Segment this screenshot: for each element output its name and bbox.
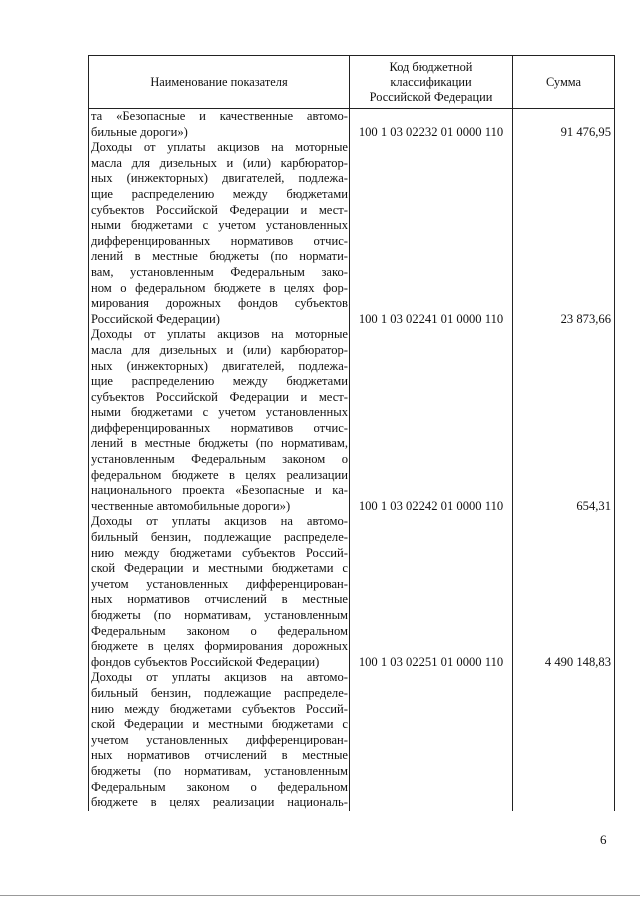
indicator-name-line: фондов субъектов Российской Федерации) — [91, 654, 320, 669]
header-code-line: классификации — [390, 74, 472, 89]
indicator-name-line: Доходы от уплаты акцизов на автомо- — [91, 670, 348, 685]
table-row — [89, 514, 615, 670]
indicator-name-line: бильные дороги») — [91, 124, 188, 139]
budget-code: 100 1 03 02232 01 0000 110 — [350, 109, 513, 141]
budget-code: 100 1 03 02241 01 0000 110 — [350, 140, 513, 327]
indicator-name-line: ном о федеральном бюджете в целях фор- — [91, 280, 348, 295]
table-row — [89, 670, 615, 810]
indicator-name-line: бюджеты (по нормативам, установленным — [91, 763, 348, 778]
indicator-name-line: масла для дизельных и (или) карбюратор- — [91, 342, 348, 357]
header-code — [350, 56, 513, 109]
table-row — [89, 109, 615, 141]
indicator-name-line: Доходы от уплаты акцизов на моторные — [91, 140, 348, 155]
indicator-name-line: щие распределению между бюджетами — [91, 186, 348, 201]
indicator-name-line: нию между бюджетами субъектов Россий- — [91, 545, 348, 560]
indicator-name — [89, 140, 350, 327]
indicator-name-line: национального проекта «Безопасные и ка- — [91, 483, 348, 498]
indicator-name-line: установленным Федеральным законом о — [91, 452, 348, 467]
header-code-line: Код бюджетной — [389, 59, 473, 74]
indicator-name-line: субъектов Российской Федерации и мест- — [91, 389, 348, 404]
amount: 654,31 — [513, 327, 615, 514]
table-header-row — [89, 56, 615, 109]
indicator-name-line: бюджете в целях формирования дорожных — [91, 639, 348, 654]
page-edge-line — [0, 895, 640, 896]
indicator-name-line: субъектов Российской Федерации и мест- — [91, 202, 348, 217]
indicator-name — [89, 109, 350, 141]
indicator-name-line: щие распределению между бюджетами — [91, 374, 348, 389]
indicator-name-line: ных нормативов отчислений в местные — [91, 592, 348, 607]
indicator-name — [89, 514, 350, 670]
header-code-line: Российской Федерации — [369, 89, 493, 104]
indicator-name-line: лений в местные бюджеты (по нормативам, — [91, 436, 348, 451]
indicator-name-line: ными бюджетами с учетом установленных — [91, 405, 348, 420]
indicator-name-line: чественные автомобильные дороги») — [91, 498, 291, 513]
indicator-name-line: мирования дорожных фондов субъектов — [91, 296, 348, 311]
indicator-name-line: ской Федерации и местными бюджетами с — [91, 717, 348, 732]
budget-code — [350, 670, 513, 810]
indicator-name-line: Федеральным законом о федеральном — [91, 623, 348, 638]
indicator-name-line: масла для дизельных и (или) карбюратор- — [91, 155, 348, 170]
budget-code: 100 1 03 02242 01 0000 110 — [350, 327, 513, 514]
indicator-name-line: та «Безопасные и качественные автомо- — [91, 109, 348, 123]
indicator-name-line: ных нормативов отчислений в местные — [91, 748, 348, 763]
indicator-name-line: учетом установленных дифференцирован- — [91, 576, 348, 591]
indicator-name-line: вам, установленным Федеральным зако- — [91, 264, 348, 279]
indicator-name-line: бюджеты (по нормативам, установленным — [91, 608, 348, 622]
header-sum: Сумма — [513, 56, 615, 109]
indicator-name-line: бильный бензин, подлежащие распределе- — [91, 685, 348, 700]
indicator-name-line: Российской Федерации) — [91, 311, 220, 326]
amount: 91 476,95 — [513, 109, 615, 141]
indicator-name-line: дифференцированных нормативов отчис- — [91, 420, 348, 435]
indicator-name-line: Доходы от уплаты акцизов на моторные — [91, 327, 348, 342]
budget-code: 100 1 03 02251 01 0000 110 — [350, 514, 513, 670]
indicator-name-line: ных (инжекторных) двигателей, подлежа- — [91, 171, 348, 186]
indicator-name-line: дифференцированных нормативов отчис- — [91, 233, 348, 248]
indicator-name-line: Доходы от уплаты акцизов на автомо- — [91, 514, 348, 529]
header-name: Наименование показателя — [89, 56, 350, 109]
indicator-name-line: лений в местные бюджеты (по нормати- — [91, 249, 348, 264]
budget-table — [88, 55, 615, 811]
indicator-name — [89, 327, 350, 514]
indicator-name-line: нию между бюджетами субъектов Россий- — [91, 701, 348, 716]
amount: 23 873,66 — [513, 140, 615, 327]
indicator-name-line: Федеральным законом о федеральном — [91, 779, 348, 794]
indicator-name-line: ными бюджетами с учетом установленных — [91, 218, 348, 233]
indicator-name-line: ных (инжекторных) двигателей, подлежа- — [91, 358, 348, 373]
indicator-name-line: ской Федерации и местными бюджетами с — [91, 561, 348, 576]
indicator-name-line: федеральном бюджете в целях реализации — [91, 467, 348, 482]
indicator-name-line: учетом установленных дифференцирован- — [91, 732, 348, 747]
page-number: 6 — [600, 832, 607, 847]
indicator-name-line: бюджете в целях реализации националь- — [91, 795, 348, 810]
indicator-name — [89, 670, 350, 810]
amount — [513, 670, 615, 810]
amount: 4 490 148,83 — [513, 514, 615, 670]
table-row — [89, 140, 615, 327]
indicator-name-line: бильный бензин, подлежащие распределе- — [91, 530, 348, 545]
table-row — [89, 327, 615, 514]
